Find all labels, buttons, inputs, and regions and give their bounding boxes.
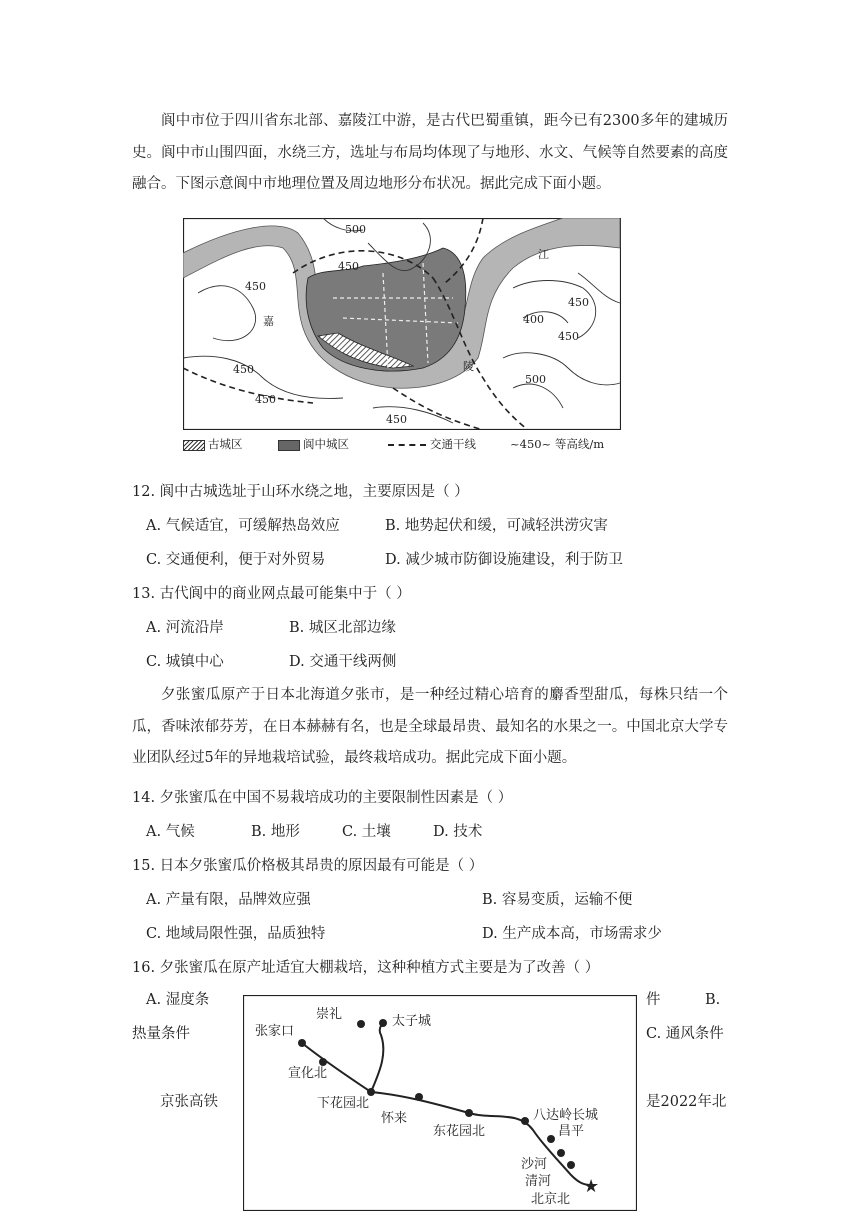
q13-option-a: A. 河流沿岸 — [146, 620, 224, 636]
q14-option-b: B. 地形 — [251, 824, 300, 840]
station-label: 东花园北 — [433, 1124, 486, 1139]
q12-option-c: C. 交通便利，便于对外贸易 — [146, 552, 326, 568]
intro3-left: 京张高铁 — [160, 1094, 218, 1110]
contour-label: 450 — [338, 260, 359, 273]
q13-option-c: C. 城镇中心 — [146, 654, 224, 670]
q14-option-c: C. 土壤 — [342, 824, 391, 840]
q15-option-b: B. 容易变质，运输不便 — [482, 892, 633, 908]
langzhong-contour-map — [183, 218, 621, 430]
station-label: 下花园北 — [317, 1096, 370, 1111]
contour-label: 450 — [558, 330, 579, 343]
station-label: 八达岭长城 — [533, 1108, 599, 1123]
station-label: 太子城 — [392, 1014, 432, 1029]
q14-stem: 14. 夕张蜜瓜在中国不易栽培成功的主要限制性因素是（ ） — [132, 790, 513, 806]
q14-option-d: D. 技术 — [433, 824, 483, 840]
station-label: 沙河 — [521, 1157, 548, 1172]
station-label: 清河 — [525, 1174, 552, 1189]
q15-option-c: C. 地域局限性强，品质独特 — [146, 926, 326, 942]
q12-stem: 12. 阆中古城选址于山环水绕之地，主要原因是（ ） — [132, 484, 469, 500]
river-label: 嘉 — [263, 315, 274, 328]
q16-option-a: A. 湿度条 — [146, 992, 210, 1008]
map-legend: 古城区 阆中城区 交通干线 ~450~ 等高线/m — [183, 436, 623, 454]
intro-paragraph-langzhong: 阆中市位于四川省东北部、嘉陵江中游，是古代巴蜀重镇，距今已有2300多年的建城历史。阆中市山围四面，水绕三方，选址与布局均体现了与地形、水文、气候等自然要素的高度融合。下图示意阆中市地理位置及周边地形分布状况。据此完成下面小题。 — [132, 113, 728, 192]
q15-option-a: A. 产量有限，品牌效应强 — [146, 892, 311, 908]
station-label: 怀来 — [381, 1111, 408, 1126]
q16-stem: 16. 夕张蜜瓜在原产址适宜大棚栽培，这种种植方式主要是为了改善（ ） — [132, 960, 600, 976]
contour-label: 450 — [386, 413, 407, 426]
contour-label: 450 — [233, 363, 254, 376]
q15-option-d: D. 生产成本高，市场需求少 — [482, 926, 662, 942]
contour-label: 500 — [345, 223, 366, 236]
star-icon: ★ — [583, 1176, 600, 1197]
station-label: 昌平 — [558, 1124, 585, 1139]
q16-option-b: 热量条件 — [132, 1026, 190, 1042]
intro-paragraph-melon: 夕张蜜瓜原产于日本北海道夕张市，是一种经过精心培育的麝香型甜瓜，每株只结一个瓜，香味浓郁芬芳，在日本赫赫有名，也是全球最昂贵、最知名的水果之一。中国北京大学专业团队经过5年的异地栽培试验，最终栽培成功。据此完成下面小题。 — [132, 687, 728, 766]
contour-label: 400 — [523, 313, 544, 326]
q14-option-a: A. 气候 — [146, 824, 195, 840]
contour-label: 500 — [525, 373, 546, 386]
contour-label: 450 — [255, 393, 276, 406]
q16-option-c: C. 通风条件 — [646, 1026, 724, 1042]
q13-option-d: D. 交通干线两侧 — [289, 654, 397, 670]
q12-option-a: A. 气候适宜，可缓解热岛效应 — [146, 518, 340, 534]
q15-stem: 15. 日本夕张蜜瓜价格极其昂贵的原因最有可能是（ ） — [132, 858, 484, 874]
jingzhang-railway-map — [243, 995, 637, 1211]
q12-option-d: D. 减少城市防御设施建设，利于防卫 — [385, 552, 623, 568]
q13-option-b: B. 城区北部边缘 — [289, 620, 396, 636]
q12-option-b: B. 地势起伏和缓，可减轻洪涝灾害 — [385, 518, 608, 534]
q16-option-b-letter: B. — [705, 992, 721, 1008]
contour-label: 450 — [245, 280, 266, 293]
station-label: 宣化北 — [288, 1066, 328, 1081]
river-label: 陵 — [463, 360, 474, 373]
river-label: 江 — [538, 248, 549, 261]
city-swatch — [278, 440, 300, 451]
old-city-swatch — [183, 440, 205, 451]
contour-label: 450 — [568, 296, 589, 309]
traffic-line-swatch — [388, 444, 426, 446]
station-label: 崇礼 — [316, 1007, 343, 1022]
q16-option-a-tail: 件 — [646, 992, 661, 1008]
q13-stem: 13. 古代阆中的商业网点最可能集中于（ ） — [132, 586, 411, 602]
intro3-right: 是2022年北 — [646, 1094, 727, 1110]
station-label: 北京北 — [531, 1192, 571, 1207]
station-label: 张家口 — [255, 1024, 295, 1039]
